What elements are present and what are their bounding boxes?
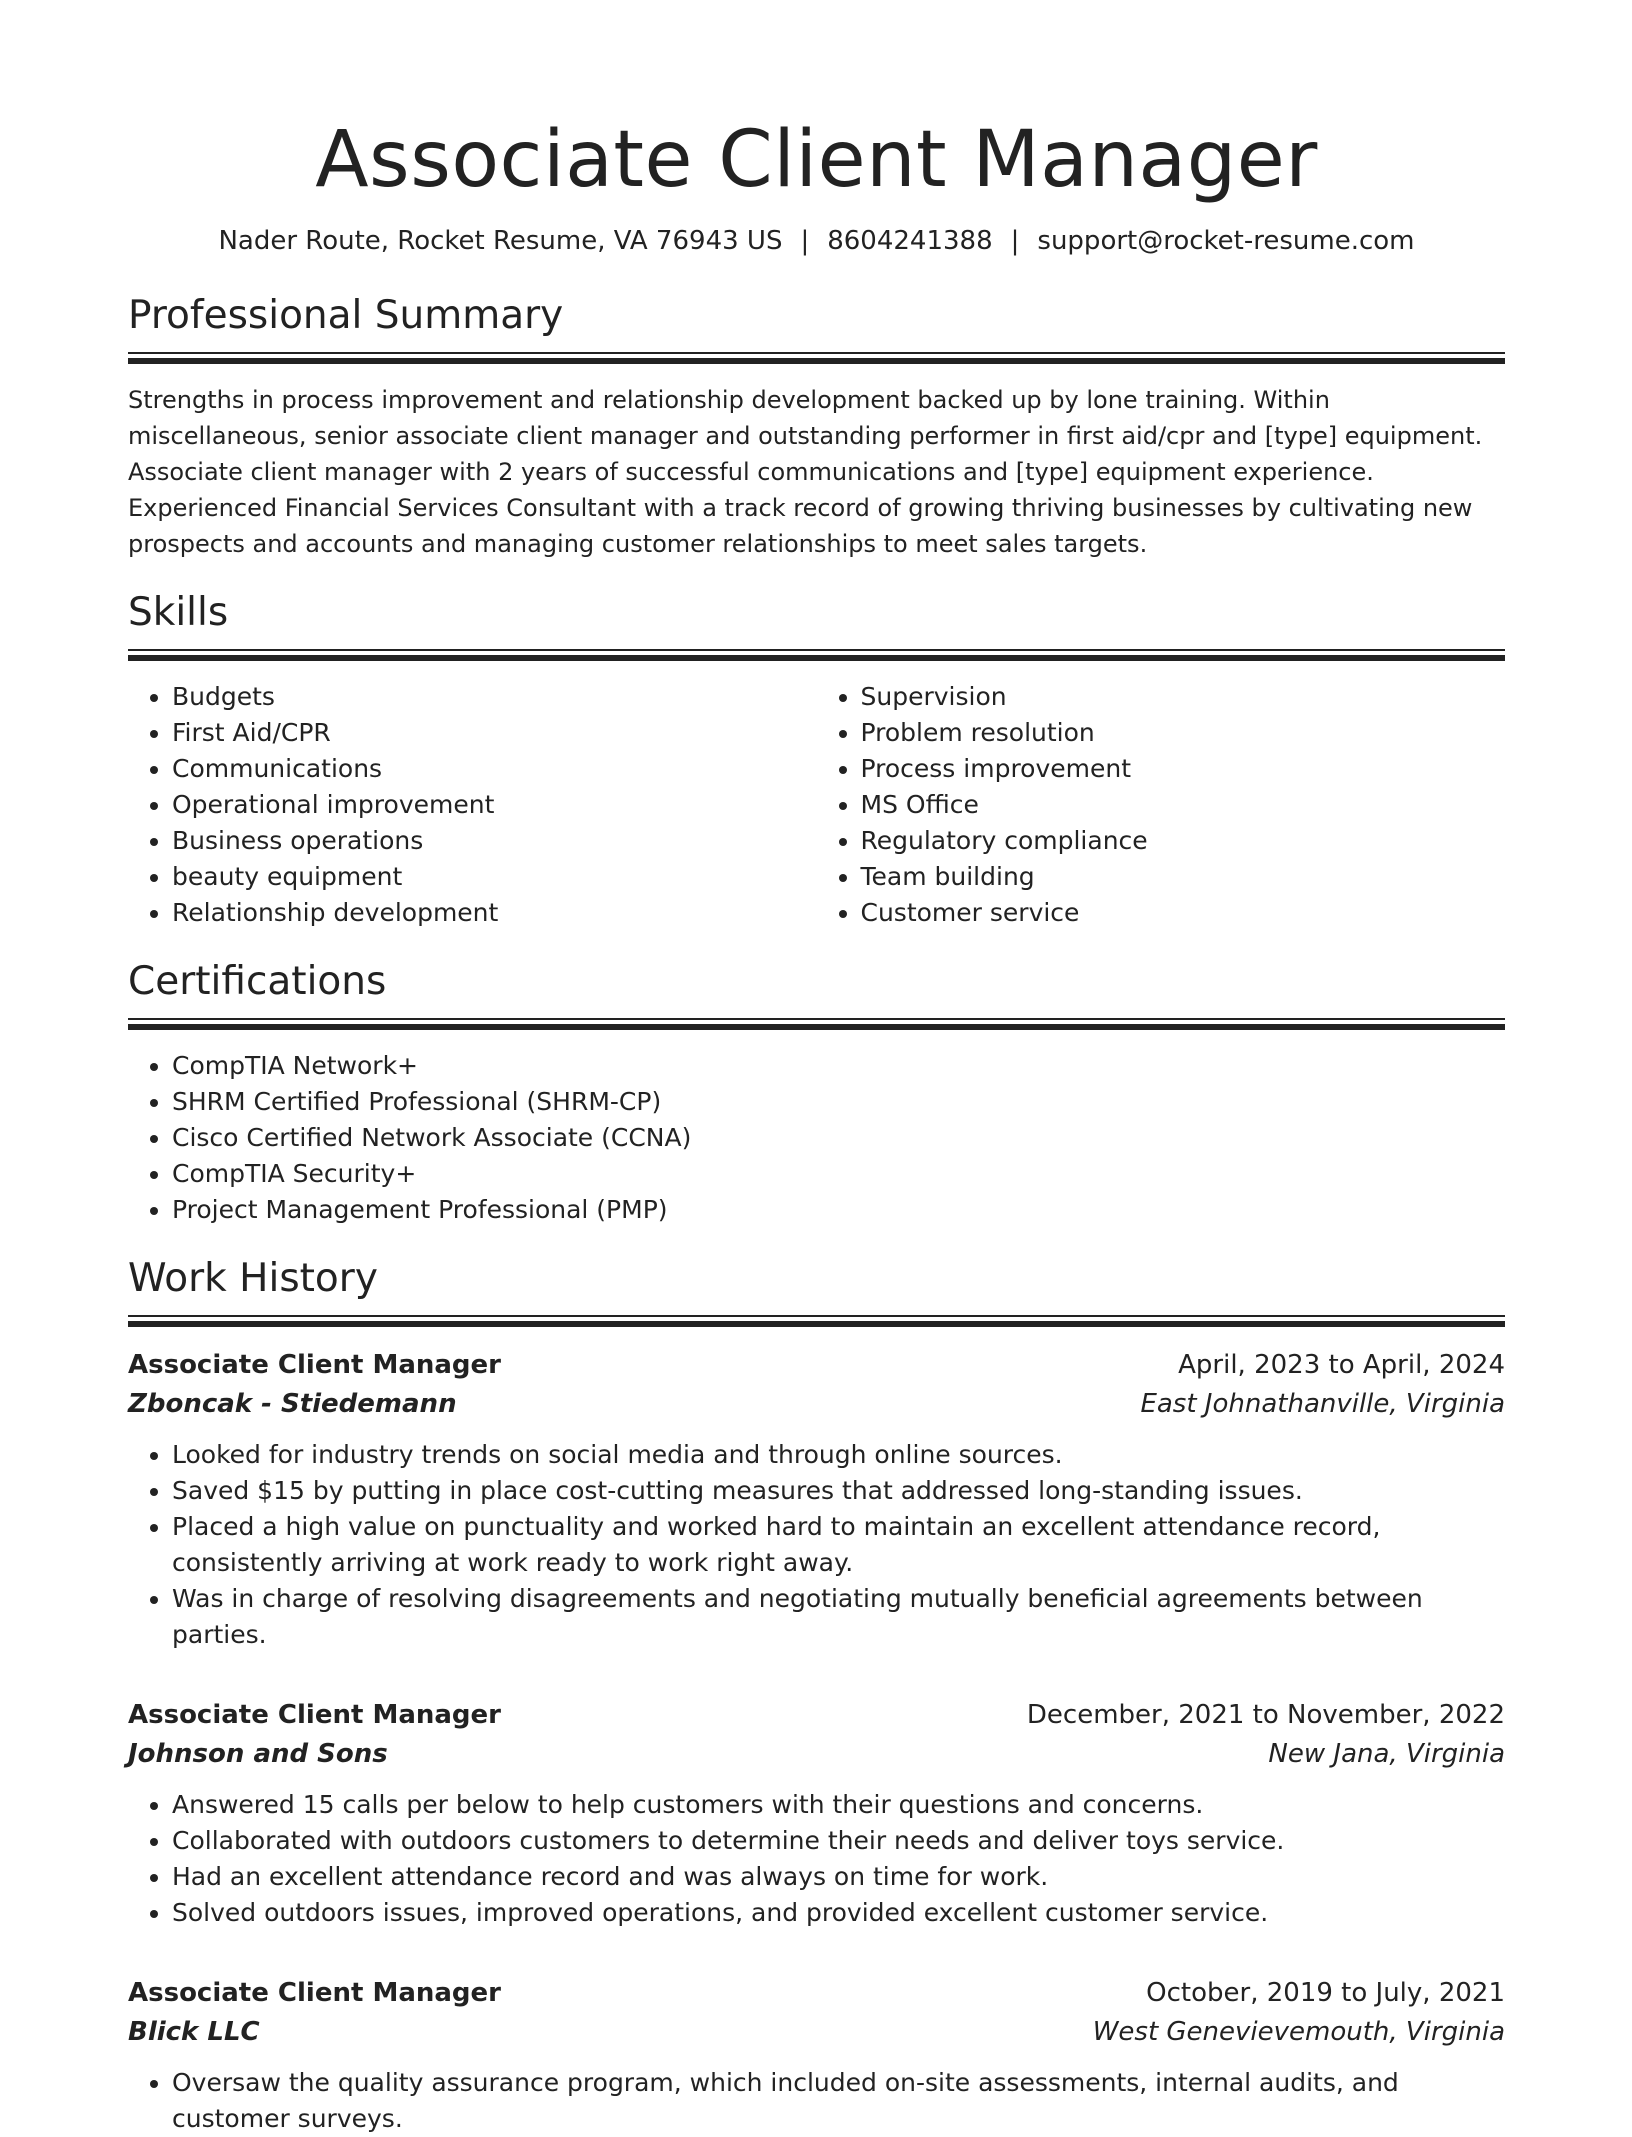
list-item: • Cisco Certified Network Associate (CCNA) — [172, 1120, 1505, 1156]
section-heading-summary: Professional Summary — [128, 292, 564, 338]
list-item: • Saved $15 by putting in place cost-cutting measures that addressed long-standing issues. — [172, 1473, 1505, 1509]
list-item: • CompTIA Network+ — [172, 1048, 1505, 1084]
list-item: • Solved outdoors issues, improved operations, and provided excellent customer service. — [172, 1895, 1505, 1931]
list-item: • Relationship development — [172, 895, 817, 931]
resume-title: Associate Client Manager — [315, 115, 1318, 205]
list-item: • Customer service — [861, 895, 1506, 931]
job-bullets — [128, 1787, 1505, 1931]
skills-list-left — [128, 679, 817, 931]
job-bullets — [128, 2065, 1505, 2137]
skills-section — [128, 589, 1505, 931]
contact-email: support@rocket-resume.com — [1037, 225, 1415, 256]
list-item: • Answered 15 calls per below to help customers with their questions and concerns. — [172, 1787, 1505, 1823]
list-item: • SHRM Certified Professional (SHRM-CP) — [172, 1084, 1505, 1120]
job-company: Blick LLC — [128, 2016, 260, 2047]
list-item: • Oversaw the quality assurance program, which included on-site assessments, internal audits, and customer surveys. — [172, 2065, 1505, 2137]
section-divider — [128, 1018, 1505, 1030]
list-item: • Project Management Professional (PMP) — [172, 1192, 1505, 1228]
contact-phone: 8604241388 — [827, 225, 993, 256]
list-item: • Problem resolution — [861, 715, 1506, 751]
skills-list-right — [817, 679, 1506, 931]
list-item: • Team building — [861, 859, 1506, 895]
certifications-section — [128, 958, 1505, 1228]
work-history-section — [128, 1255, 1505, 2137]
list-item: • Process improvement — [861, 751, 1506, 787]
job-title: Associate Client Manager — [128, 1699, 501, 1730]
certifications-list — [128, 1048, 1505, 1228]
list-item: • Placed a high value on punctuality and worked hard to maintain an excellent attendance record, consistently arriving at work ready to work right away. — [172, 1509, 1505, 1581]
section-heading-work-history: Work History — [128, 1255, 378, 1301]
list-item: • Budgets — [172, 679, 817, 715]
list-item: • Collaborated with outdoors customers to determine their needs and deliver toys service. — [172, 1823, 1505, 1859]
list-item: • Looked for industry trends on social media and through online sources. — [172, 1437, 1505, 1473]
list-item: • Supervision — [861, 679, 1506, 715]
section-divider — [128, 1315, 1505, 1327]
list-item: • Regulatory compliance — [861, 823, 1506, 859]
job-entry — [128, 1695, 1505, 1931]
summary-text: Strengths in process improvement and relationship development backed up by lone training. Within miscellaneous, senior associate client manager and outstanding performer in first aid/cpr and [type] equipment. Associate client manager with 2 years of successful communications and [type] equipment experience. Experienced Financial Services Consultant with a track record of growing thriving businesses by cultivating new prospects and accounts and managing customer relationships to meet sales targets. — [128, 385, 1483, 558]
resume-page — [128, 0, 1505, 2137]
skills-grid — [128, 679, 1505, 931]
job-dates: October, 2019 to July, 2021 — [1146, 1977, 1505, 2008]
section-divider — [128, 352, 1505, 364]
job-dates: April, 2023 to April, 2024 — [1178, 1349, 1505, 1380]
section-heading-skills: Skills — [128, 589, 229, 635]
list-item: • Was in charge of resolving disagreements and negotiating mutually beneficial agreements between parties. — [172, 1581, 1505, 1653]
list-item: • Had an excellent attendance record and was always on time for work. — [172, 1859, 1505, 1895]
job-location: East Johnathanville, Virginia — [1140, 1388, 1505, 1419]
list-item: • Business operations — [172, 823, 817, 859]
contact-address: Nader Route, Rocket Resume, VA 76943 US — [218, 225, 783, 256]
job-title: Associate Client Manager — [128, 1977, 501, 2008]
job-company: Zboncak - Stiedemann — [128, 1388, 457, 1419]
list-item: • MS Office — [861, 787, 1506, 823]
list-item: • First Aid/CPR — [172, 715, 817, 751]
contact-separator: | — [1010, 225, 1020, 256]
job-dates: December, 2021 to November, 2022 — [1026, 1699, 1505, 1730]
summary-section — [128, 292, 1505, 562]
job-title: Associate Client Manager — [128, 1349, 501, 1380]
section-heading-certifications: Certifications — [128, 958, 387, 1004]
list-item: • Operational improvement — [172, 787, 817, 823]
job-entry — [128, 1345, 1505, 1653]
contact-line — [128, 226, 1505, 257]
job-company: Johnson and Sons — [128, 1738, 388, 1769]
contact-separator: | — [800, 225, 810, 256]
job-location: West Genevievemouth, Virginia — [1092, 2016, 1505, 2047]
list-item: • beauty equipment — [172, 859, 817, 895]
job-bullets — [128, 1437, 1505, 1653]
section-divider — [128, 649, 1505, 661]
list-item: • CompTIA Security+ — [172, 1156, 1505, 1192]
job-location: New Jana, Virginia — [1268, 1738, 1505, 1769]
list-item: • Communications — [172, 751, 817, 787]
